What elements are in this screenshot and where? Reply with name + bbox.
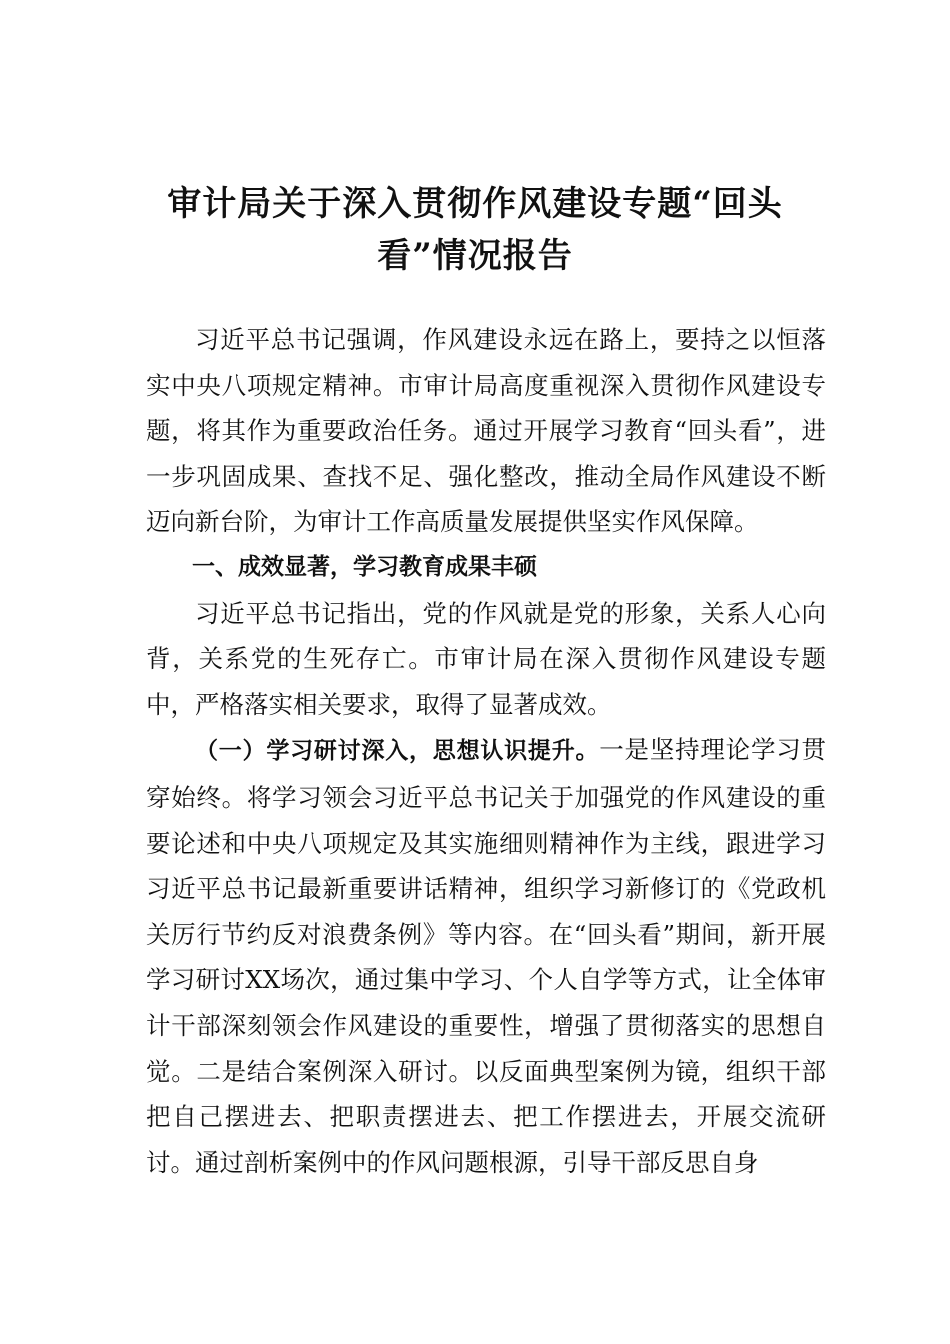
document-title bbox=[120, 178, 830, 282]
section-1-heading: 一、成效显著，学习教育成果丰硕 bbox=[192, 553, 537, 580]
subsection-1-body: 一是坚持理论学习贯穿始终。将学习领会习近平总书记关于加强党的作风建设的重要论述和中央八项规定及其实施细则精神作为主线，跟进学习习近平总书记最新重要讲话精神，组织学习新修订的《党政机关厉行节约反对浪费条例》等内容。在“回头看”期间，新开展学习研讨XX场次，通过集中学习、个人自学等方式，让全体审计干部深刻领会作风建设的重要性，增强了贯彻落实的思想自觉。二是结合案例深入研讨。以反面典型案例为镜，组织干部把自己摆进去、把职责摆进去、把工作摆进去，开展交流研讨。通过剖析案例中的作风问题根源，引导干部反思自身 bbox=[146, 735, 827, 1177]
intro-paragraph: 习近平总书记强调，作风建设永远在路上，要持之以恒落实中央八项规定精神。市审计局高度重视深入贯彻作风建设专题，将其作为重要政治任务。通过开展学习教育“回头看”，进一步巩固成果、查找不足、强化整改，推动全局作风建设不断迈向新台阶，为审计工作高质量发展提供坚实作风保障。 bbox=[146, 325, 826, 537]
title-line-2: 看”情况报告 bbox=[377, 236, 573, 276]
section-1-paragraph: 习近平总书记指出，党的作风就是党的形象，关系人心向背，关系党的生死存亡。市审计局在深入贯彻作风建设专题中，严格落实相关要求，取得了显著成效。 bbox=[146, 598, 826, 719]
document-body bbox=[146, 317, 826, 1185]
title-line-1: 审计局关于深入贯彻作风建设专题“回头 bbox=[167, 184, 783, 224]
subsection-1-paragraph bbox=[146, 727, 826, 1185]
subsection-1-heading: （一）学习研讨深入，思想认识提升。 bbox=[195, 738, 600, 765]
